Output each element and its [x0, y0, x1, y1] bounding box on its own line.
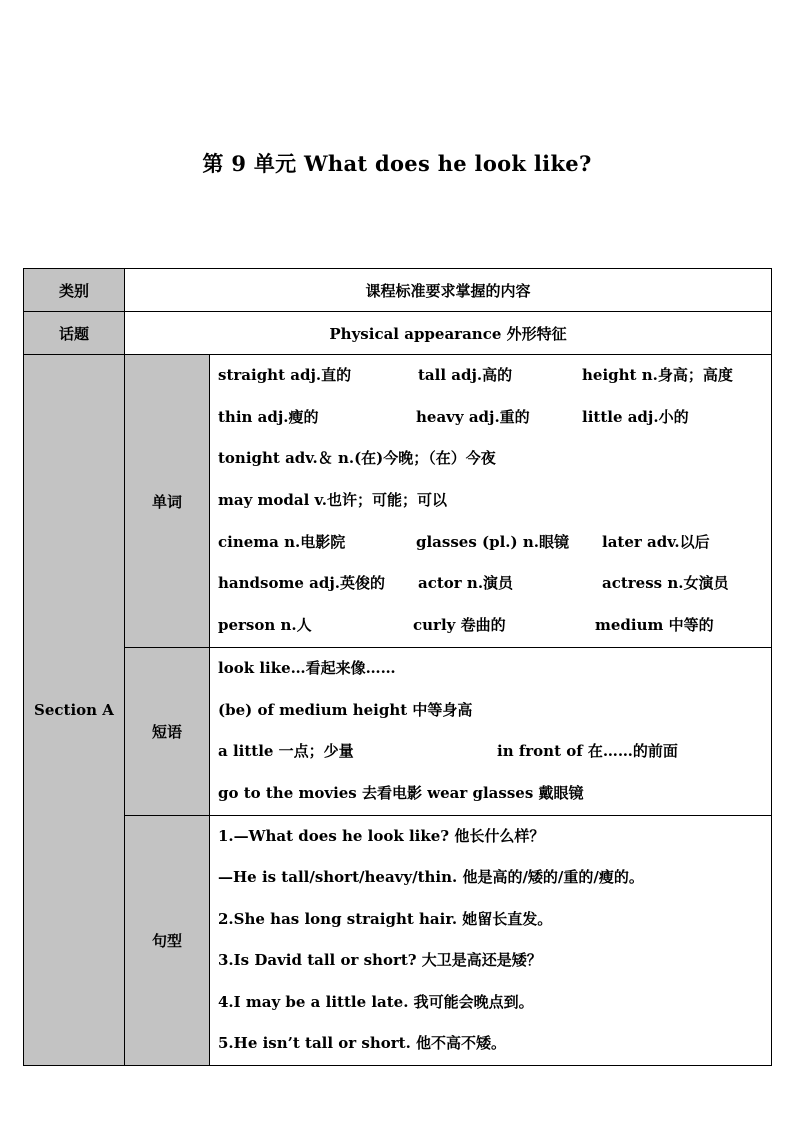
vocab-entry: medium 中等的: [595, 616, 714, 635]
header-row: [24, 269, 772, 312]
vocab-line: [218, 397, 771, 439]
vocab-entry: straight adj.直的: [218, 366, 352, 384]
sentence-line: 3.Is David tall or short? 大卫是高还是矮？: [218, 951, 542, 970]
phrase-entry: a little 一点；少量: [218, 742, 354, 761]
vocab-line: [218, 480, 771, 522]
phrases-label: 短语: [125, 648, 210, 816]
sentence-line: 2.She has long straight hair. 她留长直发。: [218, 909, 553, 928]
sentence-line: —He is tall/short/heavy/thin. 他是高的/矮的/重的/瘦的。: [218, 868, 644, 887]
vocab-entry: may modal v.也许；可能；可以: [218, 491, 447, 510]
content-header: 课程标准要求掌握的内容: [125, 269, 772, 312]
vocabulary-label: 单词: [125, 355, 210, 648]
topic-value: Physical appearance 外形特征: [125, 312, 772, 355]
sentences-row: [24, 815, 772, 1065]
vocab-line: [218, 563, 771, 605]
vocab-line: [218, 522, 771, 564]
phrase-line: [218, 773, 771, 815]
phrase-line: [218, 690, 771, 732]
vocab-entry: cinema n.电影院: [218, 532, 346, 551]
vocab-entry: later adv.以后: [602, 532, 710, 551]
vocab-entry: heavy adj.重的: [416, 407, 530, 426]
vocab-entry: curly 卷曲的: [413, 616, 506, 635]
vocab-entry: little adj.小的: [582, 407, 689, 426]
topic-row: [24, 312, 772, 355]
vocab-entry: handsome adj.英俊的: [218, 574, 385, 593]
vocab-entry: thin adj.瘦的: [218, 407, 319, 426]
vocab-line: [218, 438, 771, 480]
phrase-line: [218, 731, 771, 773]
sentence-line: 5.He isn’t tall or short. 他不高不矮。: [218, 1034, 507, 1053]
phrase-entry: go to the movies 去看电影 wear glasses 戴眼镜: [218, 784, 584, 803]
vocabulary-row: [24, 355, 772, 648]
phrases-content: [210, 648, 772, 816]
vocab-entry: person n.人: [218, 616, 312, 635]
section-label: Section A: [24, 355, 125, 1066]
sentence-line: 1.—What does he look like? 他长什么样？: [218, 826, 545, 845]
curriculum-table: [23, 268, 772, 1066]
vocab-entry: tonight adv.＆ n.(在)今晚；（在）今夜: [218, 449, 496, 468]
phrase-entry: look like…看起来像……: [218, 659, 396, 677]
sentences-content: [210, 815, 772, 1065]
vocab-entry: glasses (pl.) n.眼镜: [416, 532, 569, 551]
topic-label: 话题: [24, 312, 125, 355]
phrase-entry: (be) of medium height 中等身高: [218, 700, 473, 719]
vocab-line: [218, 355, 771, 397]
phrase-line: [218, 648, 771, 690]
vocab-entry: actress n.女演员: [602, 574, 729, 593]
phrase-entry: in front of 在……的前面: [497, 742, 678, 761]
phrases-row: [24, 648, 772, 816]
category-header: 类别: [24, 269, 125, 312]
vocab-entry: tall adj.高的: [418, 366, 513, 384]
vocab-entry: height n.身高；高度: [582, 366, 733, 384]
page-title: 第 9 单元 What does he look like?: [202, 151, 592, 176]
sentences-label: 句型: [125, 815, 210, 1065]
vocab-line: [218, 605, 771, 647]
vocabulary-content: [210, 355, 772, 648]
vocab-entry: actor n.演员: [418, 574, 514, 593]
sentence-line: 4.I may be a little late. 我可能会晚点到。: [218, 992, 534, 1011]
